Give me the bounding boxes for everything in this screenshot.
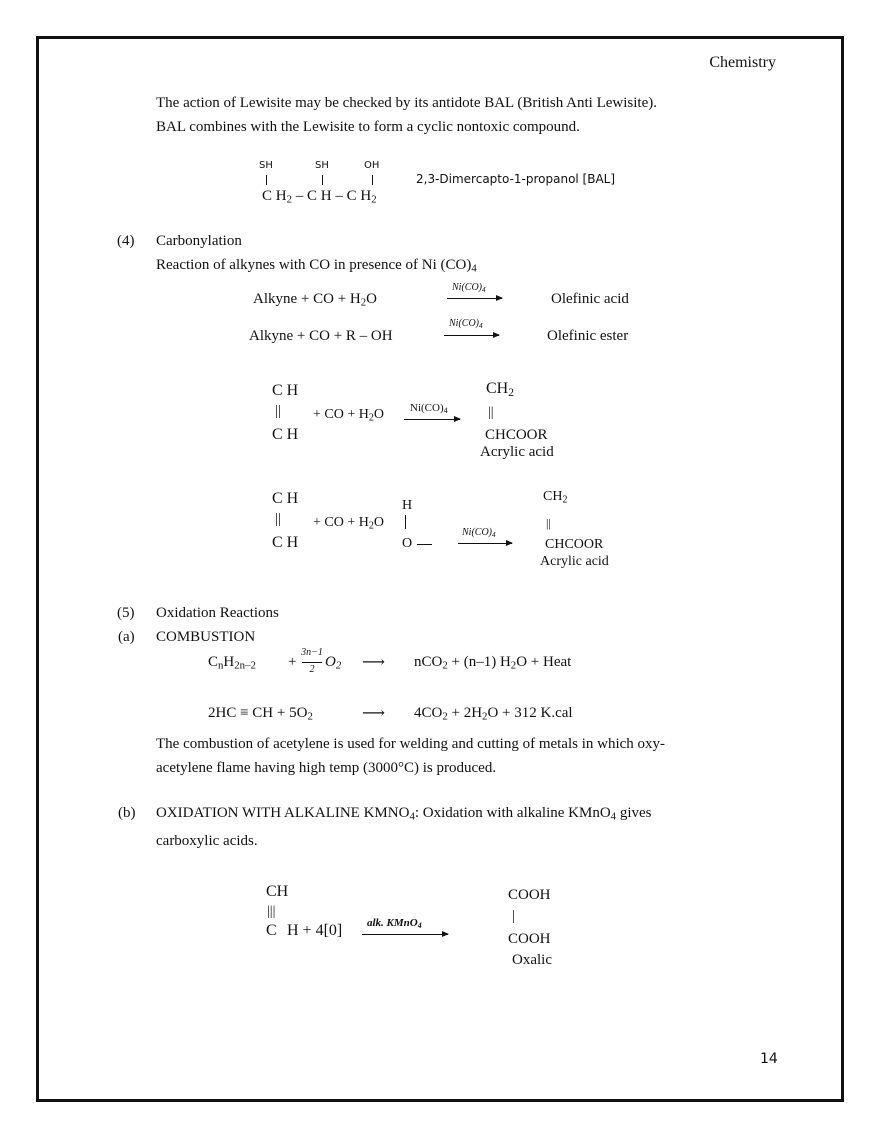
oxalic-triple-bond: ||| xyxy=(267,904,276,919)
carbonylation-reaction-1-arrow xyxy=(447,298,502,299)
scheme-2-catalyst: $Ni(CO)_4$ xyxy=(462,527,496,539)
oxalic-arrow xyxy=(362,934,448,935)
carbonylation-reaction-2-arrow xyxy=(444,335,499,336)
scheme-2-product-chcoor: CHCOOR xyxy=(545,537,604,552)
scheme-2-product-ch2: $CH_2$ xyxy=(543,489,568,506)
scheme-1-product-ch2: $CH_2$ xyxy=(486,380,514,399)
section-5-title: Oxidation Reactions xyxy=(156,605,279,621)
bal-sh-2: SH xyxy=(315,160,329,171)
carbonylation-reaction-2-reactants: Alkyne + CO + R – OH xyxy=(249,328,393,344)
bal-name: 2,3-Dimercapto-1-propanol [BAL] xyxy=(416,172,616,186)
oxalic-bond: | xyxy=(512,908,516,924)
scheme-2-ch-top: C H xyxy=(272,490,299,507)
combustion-eq-1-frac-den: 2 xyxy=(309,664,315,675)
scheme-2-o-bond xyxy=(417,544,432,545)
scheme-1-product-double-bond: || xyxy=(488,405,494,420)
bal-bond-3 xyxy=(372,175,373,185)
scheme-2-product-double-bond: || xyxy=(546,516,551,530)
oxalic-cooh-1: COOH xyxy=(508,887,551,903)
combustion-eq-1-arrow: ⟶ xyxy=(362,654,385,671)
combustion-eq-2-right: $4CO_2 + 2H_2O + 312$ K.cal xyxy=(414,705,573,723)
carbonylation-reaction-1-catalyst: $Ni(CO)_4$ xyxy=(452,282,486,294)
combustion-eq-1-frac-num: 3n−1 xyxy=(301,647,323,658)
combustion-eq-1-left: $C_nH_{2n-2}$ xyxy=(208,654,256,672)
bal-sh-1: SH xyxy=(259,160,273,171)
combustion-eq-1-oxygen: $O_2$ xyxy=(325,654,342,672)
carbonylation-reaction-1-product: Olefinic acid xyxy=(551,291,629,307)
scheme-2-double-bond: || xyxy=(275,511,282,527)
scheme-2-arrow xyxy=(458,543,512,544)
combustion-eq-1-plus: + xyxy=(288,654,297,670)
section-4-description: Reaction of alkynes with CO in presence of Ni $(CO)_4$ xyxy=(156,257,477,275)
page-number: 14 xyxy=(760,1051,778,1067)
page-border xyxy=(36,36,844,1102)
bal-oh: OH xyxy=(364,160,380,171)
section-5a-number: (a) xyxy=(118,629,135,645)
section-4-title: Carbonylation xyxy=(156,233,242,249)
running-header: Chemistry xyxy=(709,54,776,71)
scheme-1-ch-bottom: C H xyxy=(272,426,299,443)
section-4-number: (4) xyxy=(117,233,135,249)
oxalic-c: C xyxy=(266,922,277,939)
bal-chain: C $H_2$ – C H – C $H_2$ xyxy=(262,188,377,206)
scheme-1-product-chcoor: CHCOOR xyxy=(485,427,548,443)
section-5b-number: (b) xyxy=(118,805,136,821)
section-5b-line-2: carboxylic acids. xyxy=(156,833,258,849)
combustion-note-line-2: acetylene flame having high temp (3000°C) is produced. xyxy=(156,760,497,776)
scheme-2-reagents: + CO + $H_2O$ xyxy=(313,515,385,532)
section-5-number: (5) xyxy=(117,605,135,621)
bal-bond-1 xyxy=(266,175,267,185)
oxalic-cooh-2: COOH xyxy=(508,931,551,947)
scheme-1-ch-top: C H xyxy=(272,382,299,399)
carbonylation-reaction-1-reactants: Alkyne + CO + $H_2O$ xyxy=(253,291,377,309)
scheme-2-h: H xyxy=(402,498,413,513)
scheme-1-double-bond: || xyxy=(275,403,282,419)
oxalic-reagents: H + 4[0] xyxy=(287,922,343,939)
oxalic-reagent-label: alk. KMnO$_4$ xyxy=(367,917,422,930)
scheme-1-product-name: Acrylic acid xyxy=(480,444,554,460)
section-5b-heading: OXIDATION WITH ALKALINE $KMNO_4$: Oxidation with alkaline KMnO$_4$ gives xyxy=(156,805,652,823)
combustion-eq-2-arrow: ⟶ xyxy=(362,705,385,722)
carbonylation-reaction-2-catalyst: $Ni(CO)_4$ xyxy=(449,318,483,330)
section-5a-title: COMBUSTION xyxy=(156,629,256,645)
scheme-1-reagents: + CO + $H_2O$ xyxy=(313,407,385,424)
combustion-eq-1-frac-line xyxy=(302,662,322,663)
combustion-note-line-1: The combustion of acetylene is used for welding and cutting of metals in which oxy- xyxy=(156,736,666,752)
bal-bond-2 xyxy=(322,175,323,185)
carbonylation-reaction-2-product: Olefinic ester xyxy=(547,328,629,344)
intro-line-1: The action of Lewisite may be checked by its antidote BAL (British Anti Lewisite). xyxy=(156,95,657,111)
scheme-1-arrow xyxy=(404,419,460,420)
oxalic-ch: CH xyxy=(266,883,289,900)
scheme-2-ch-bottom: C H xyxy=(272,534,299,551)
combustion-eq-2-left: 2HC ≡ CH + $5O_2$ xyxy=(208,705,313,723)
scheme-2-h-bond xyxy=(405,515,406,529)
oxalic-name: Oxalic xyxy=(512,952,552,968)
scheme-2-product-name: Acrylic acid xyxy=(540,554,609,569)
intro-line-2: BAL combines with the Lewisite to form a cyclic nontoxic compound. xyxy=(156,119,580,135)
scheme-2-o: O xyxy=(402,536,413,551)
combustion-eq-1-right: nCO$_2$ + (n–1) $H_2O$ + Heat xyxy=(414,654,572,672)
scheme-1-catalyst: $Ni(CO)_4$ xyxy=(410,402,448,415)
